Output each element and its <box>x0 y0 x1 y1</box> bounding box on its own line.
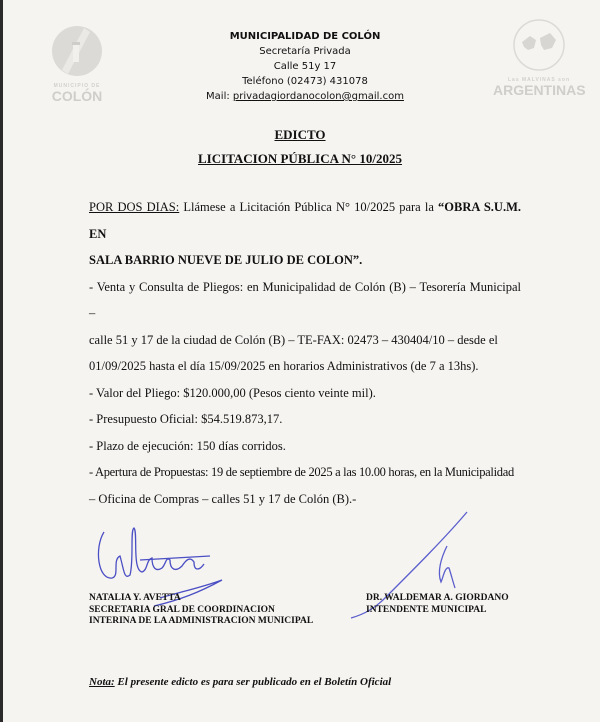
intro-text: Llámese a Licitación Pública N° 10/2025 para la <box>179 200 439 214</box>
lighthouse-seal-icon <box>50 24 104 78</box>
document-subheading: LICITACION PÚBLICA N° 10/2025 <box>198 151 402 166</box>
malvinas-logo-line1: Las MALVINAS son <box>507 77 571 83</box>
intro-paragraph <box>89 194 521 247</box>
letterhead <box>200 29 410 104</box>
intro-label: POR DOS DIAS: <box>89 200 180 214</box>
mail-label: Mail: <box>206 91 233 102</box>
letterhead-mail <box>200 89 410 104</box>
signer-role-left-1: SECRETARIA GRAL DE COORDINACION <box>89 604 275 615</box>
malvinas-logo-line2: ARGENTINAS <box>493 82 586 98</box>
malvinas-islands-icon <box>512 18 566 72</box>
item-apertura-line2: – Oficina de Compras – calles 51 y 17 de Colón (B).- <box>89 491 357 506</box>
intro-bold-2: SALA BARRIO NUEVE DE JULIO DE COLON”. <box>89 253 363 267</box>
signer-name-right: DR. WALDEMAR A. GIORDANO <box>366 593 509 603</box>
letterhead-phone: Teléfono (02473) 431078 <box>242 76 368 87</box>
item-presupuesto: - Presupuesto Oficial: $54.519.873,17. <box>89 412 283 426</box>
letterhead-title: MUNICIPALIDAD DE COLÓN <box>229 31 381 42</box>
item-plazo: - Plazo de ejecución: 150 días corridos. <box>89 438 286 453</box>
item-venta-line2: calle 51 y 17 de la ciudad de Colón (B) – TE-FAX: 02473 – 430404/10 – desde el <box>89 332 498 347</box>
municipio-logo <box>44 24 110 124</box>
malvinas-logo <box>493 18 585 118</box>
item-apertura-line1: - Apertura de Propuestas: 19 de septiembre de 2025 a las 10.00 horas, en la Municipalidad <box>89 465 514 479</box>
note-text: El presente edicto es para ser publicado en el Boletín Oficial <box>114 676 392 688</box>
signer-name-left: NATALIA Y. AVETTA <box>89 593 181 603</box>
municipio-logo-line1: MUNICIPIO DE <box>53 83 101 89</box>
item-venta-line1: - Venta y Consulta de Pliegos: en Municipalidad de Colón (B) – Tesorería Municipal – <box>89 279 521 320</box>
item-valor: - Valor del Pliego: $120.000,00 (Pesos ciento veinte mil). <box>89 385 376 400</box>
footer-note <box>89 676 391 688</box>
signature-block-left <box>89 593 313 628</box>
intro-bold-1: “OBRA S.U.M. EN <box>89 200 521 241</box>
document-body <box>89 194 521 512</box>
municipio-logo-line2: COLÓN <box>51 88 103 104</box>
signer-role-left-2: INTERINA DE LA ADMINISTRACION MUNICIPAL <box>89 616 314 626</box>
note-label: Nota: <box>89 676 115 688</box>
document-heading: EDICTO <box>274 127 326 142</box>
mail-link[interactable]: privadagiordanocolon@gmail.com <box>232 91 404 102</box>
signature-block-right <box>366 593 509 616</box>
letterhead-address: Calle 51y 17 <box>273 61 337 72</box>
signer-role-right-1: INTENDENTE MUNICIPAL <box>366 604 487 615</box>
item-venta-line3: 01/09/2025 hasta el día 15/09/2025 en horarios Administrativos (de 7 a 13hs). <box>89 359 479 373</box>
letterhead-subtitle: Secretaría Privada <box>259 46 351 57</box>
